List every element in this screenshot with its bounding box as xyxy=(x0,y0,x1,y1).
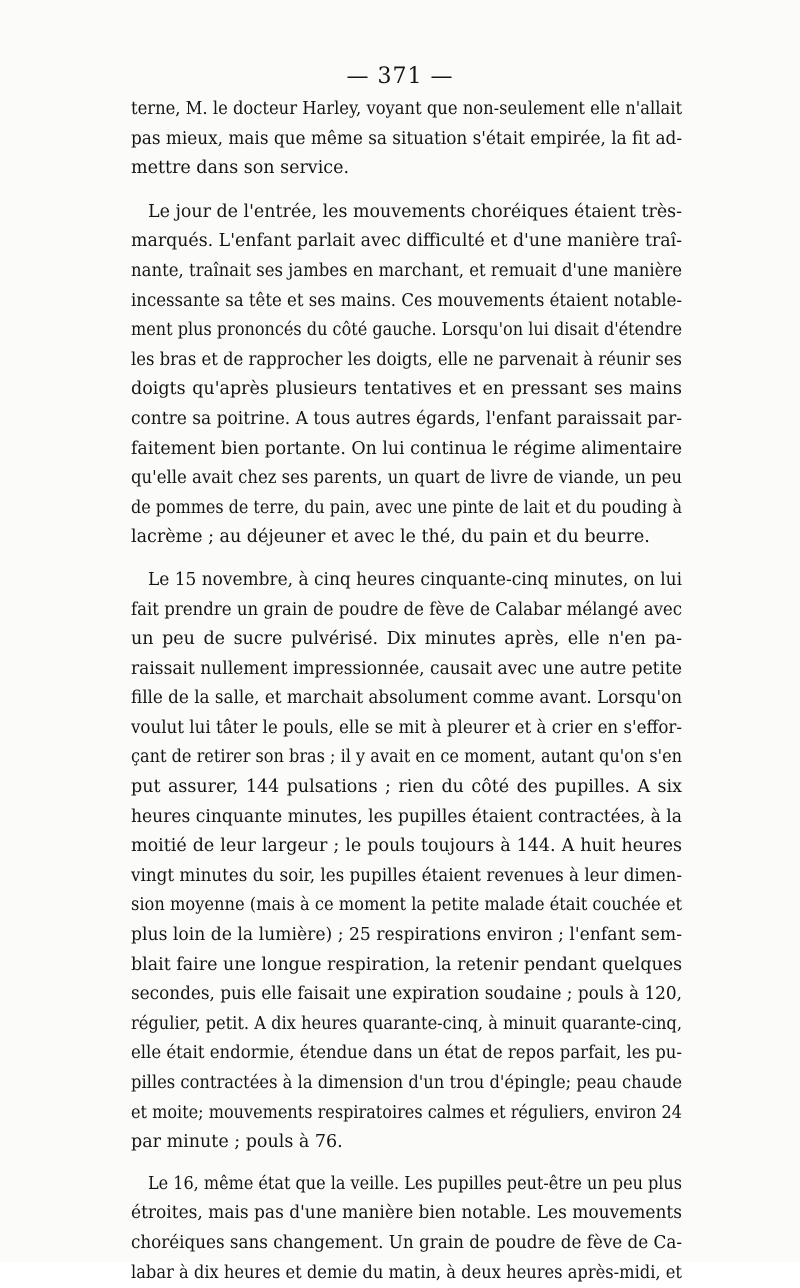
text-line: Le 15 novembre, à cinq heures cinquante-cinq minutes, on lui xyxy=(148,569,683,590)
text-line: faitement bien portante. On lui continua le régime alimentaire xyxy=(131,438,682,459)
text-line: qu'elle avait chez ses parents, un quart de livre de viande, un peu xyxy=(131,468,682,489)
text-line: ment plus prononcés du côté gauche. Lorsqu'on lui disait d'étendre xyxy=(131,320,682,341)
text-line: étroites, mais pas d'une manière bien notable. Les mouvements xyxy=(131,1203,682,1224)
body-text xyxy=(131,95,682,1288)
text-line: incessante sa tête et ses mains. Ces mouvements étaient notable- xyxy=(131,290,682,311)
text-line: doigts qu'après plusieurs tentatives et en pressant ses mains xyxy=(131,379,682,400)
paragraph-gap xyxy=(131,1158,682,1170)
text-line: un peu de sucre pulvérisé. Dix minutes après, elle n'en pa- xyxy=(131,629,682,650)
text-line: vingt minutes du soir, les pupilles étaient revenues à leur dimen- xyxy=(131,865,682,886)
paragraph xyxy=(131,566,682,1158)
text-line: par minute ; pouls à 76. xyxy=(131,1132,343,1153)
paragraph xyxy=(131,95,682,184)
text-line: plus loin de la lumière) ; 25 respirations environ ; l'enfant sem- xyxy=(131,925,682,946)
text-line: marqués. L'enfant parlait avec difficulté et d'une manière traî- xyxy=(131,231,682,252)
text-line: Le 16, même état que la veille. Les pupilles peut-être un peu plus xyxy=(148,1173,682,1194)
text-line: moitié de leur largeur ; le pouls toujours à 144. A huit heures xyxy=(131,836,682,857)
text-line: put assurer, 144 pulsations ; rien du côté des pupilles. A six xyxy=(131,777,682,798)
text-line: choréiques sans changement. Un grain de poudre de fève de Ca- xyxy=(131,1232,682,1253)
text-line: secondes, puis elle faisait une expiration soudaine ; pouls à 120, xyxy=(131,984,682,1005)
page-number: — 371 — xyxy=(346,64,454,89)
text-line: terne, M. le docteur Harley, voyant que non-seulement elle n'allait xyxy=(131,99,682,119)
text-line: heures cinquante minutes, les pupilles étaient contractées, à la xyxy=(131,806,682,827)
paragraph xyxy=(131,198,682,553)
text-line: et moite; mouvements respiratoires calmes et réguliers, environ 24 xyxy=(131,1102,682,1123)
text-line: elle était endormie, étendue dans un état de repos parfait, les pu- xyxy=(131,1043,682,1064)
text-line: Le jour de l'entrée, les mouvements choréiques étaient très- xyxy=(148,201,683,222)
text-line: de pommes de terre, du pain, avec une pinte de lait et du pouding à xyxy=(131,497,682,518)
text-line: fait prendre un grain de poudre de fève de Calabar mélangé avec xyxy=(131,599,682,620)
text-line: raissait nullement impressionnée, causait avec une autre petite xyxy=(131,658,682,679)
text-line: labar à dix heures et demie du matin, à deux heures après-midi, et xyxy=(131,1262,682,1283)
text-line: mettre dans son service. xyxy=(131,158,350,179)
text-line: régulier, petit. A dix heures quarante-cinq, à minuit quarante-cinq, xyxy=(131,1013,682,1034)
paragraph-gap xyxy=(131,184,682,198)
text-line: fille de la salle, et marchait absolument comme avant. Lorsqu'on xyxy=(131,688,682,709)
text-line: les bras et de rapprocher les doigts, elle ne parvenait à réunir ses xyxy=(131,349,682,370)
text-line: blait faire une longue respiration, la retenir pendant quelques xyxy=(131,954,682,975)
paragraph-gap xyxy=(131,553,682,566)
text-line: pilles contractées à la dimension d'un trou d'épingle; peau chaude xyxy=(131,1073,682,1093)
paragraph xyxy=(131,1170,682,1288)
text-line: çant de retirer son bras ; il y avait en ce moment, autant qu'on s'en xyxy=(131,747,682,768)
text-line: lacrème ; au déjeuner et avec le thé, du pain et du beurre. xyxy=(131,527,650,548)
text-line: pas mieux, mais que même sa situation s'était empirée, la fit ad- xyxy=(131,128,682,149)
text-line: sion moyenne (mais à ce moment la petite malade était couchée et xyxy=(131,895,682,916)
text-line: nante, traînait ses jambes en marchant, et remuait d'une manière xyxy=(131,260,682,281)
text-line: contre sa poitrine. A tous autres égards, l'enfant paraissait par- xyxy=(131,408,682,429)
text-line: voulut lui tâter le pouls, elle se mit à pleurer et à crier en s'effor- xyxy=(131,717,682,738)
